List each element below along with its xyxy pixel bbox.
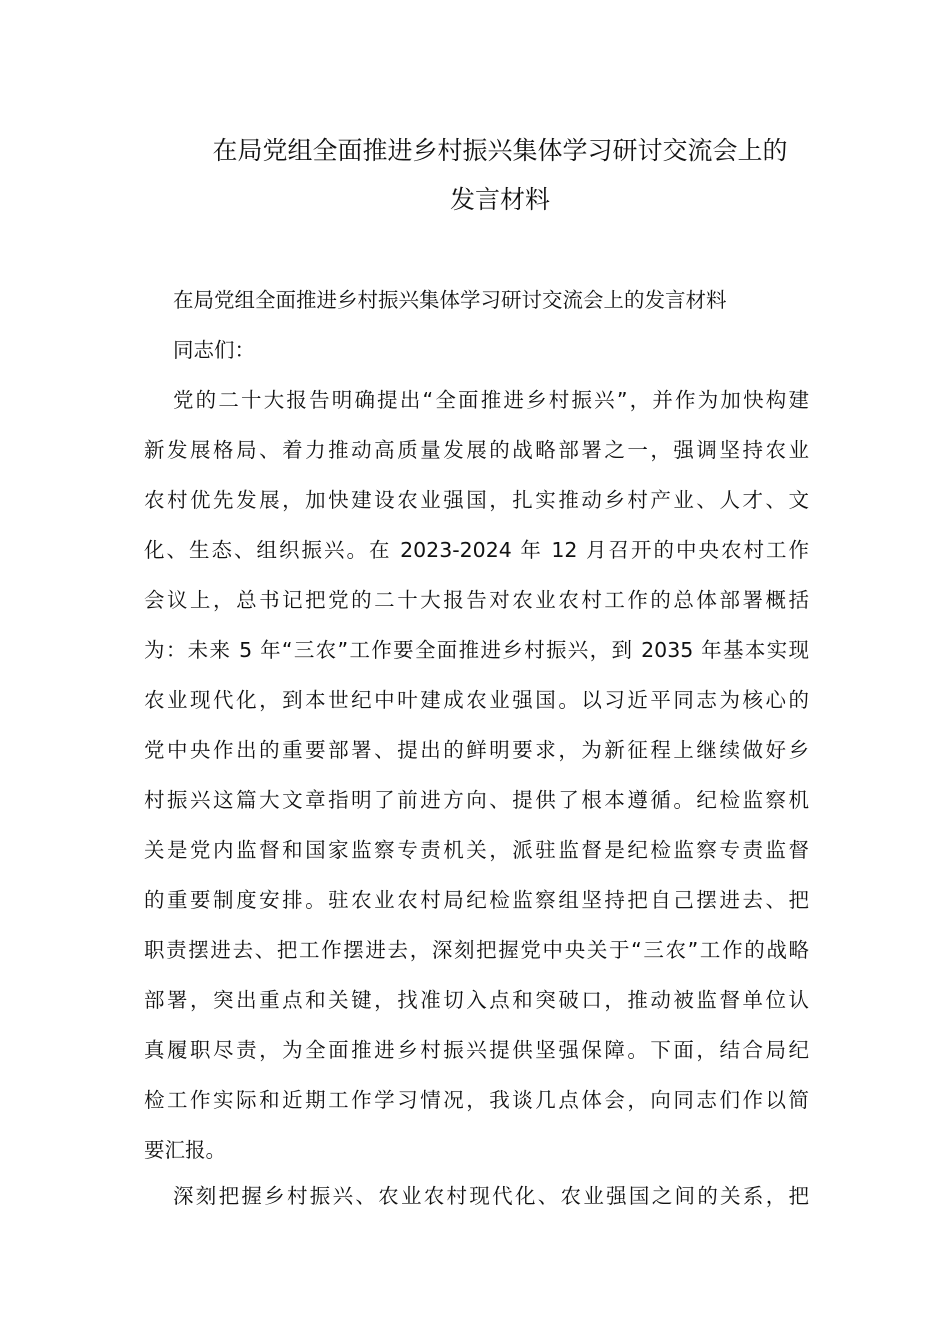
paragraph-line: 农业现代化，到本世纪中叶建成农业强国。以习近平同志为核心的 [144,688,809,712]
paragraph-line: 部署，突出重点和关键，找准切入点和突破口，推动被监督单位认 [144,988,809,1012]
paragraph-line: 党的二十大报告明确提出“全面推进乡村振兴”，并作为加快构建 [173,388,809,412]
paragraph-line: 为：未来 5 年“三农”工作要全面推进乡村振兴，到 2035 年基本实现 [144,638,809,662]
body-paragraph-2 [144,1171,809,1221]
paragraph-line: 会议上，总书记把党的二十大报告对农业农村工作的总体部署概括 [144,588,809,612]
salutation: 同志们： [173,338,255,362]
paragraph-line: 要汇报。 [144,1138,226,1162]
paragraph-line: 关是党内监督和国家监察专责机关，派驻监督是纪检监察专责监督 [144,838,809,862]
paragraph-line: 职责摆进去、把工作摆进去，深刻把握党中央关于“三农”工作的战略 [144,938,809,962]
document-title-line1: 在局党组全面推进乡村振兴集体学习研讨交流会上的 [212,136,788,165]
paragraph-line: 深刻把握乡村振兴、农业农村现代化、农业强国之间的关系，把 [173,1184,809,1208]
paragraph-line: 农村优先发展，加快建设农业强国，扎实推动乡村产业、人才、文 [144,488,809,512]
paragraph-line: 党中央作出的重要部署、提出的鲜明要求，为新征程上继续做好乡 [144,738,809,762]
body-paragraph-1 [144,375,809,1175]
document-title-line2: 发言材料 [449,185,550,214]
paragraph-line: 化、生态、组织振兴。在 2023-2024 年 12 月召开的中央农村工作 [144,538,809,562]
paragraph-line: 检工作实际和近期工作学习情况，我谈几点体会，向同志们作以简 [144,1088,809,1112]
paragraph-line: 村振兴这篇大文章指明了前进方向、提供了根本遵循。纪检监察机 [144,788,809,812]
paragraph-line: 新发展格局、着力推动高质量发展的战略部署之一，强调坚持农业 [144,438,809,462]
subtitle-line: 在局党组全面推进乡村振兴集体学习研讨交流会上的发言材料 [173,288,727,312]
paragraph-line: 真履职尽责，为全面推进乡村振兴提供坚强保障。下面，结合局纪 [144,1038,809,1062]
paragraph-line: 的重要制度安排。驻农业农村局纪检监察组坚持把自己摆进去、把 [144,888,809,912]
